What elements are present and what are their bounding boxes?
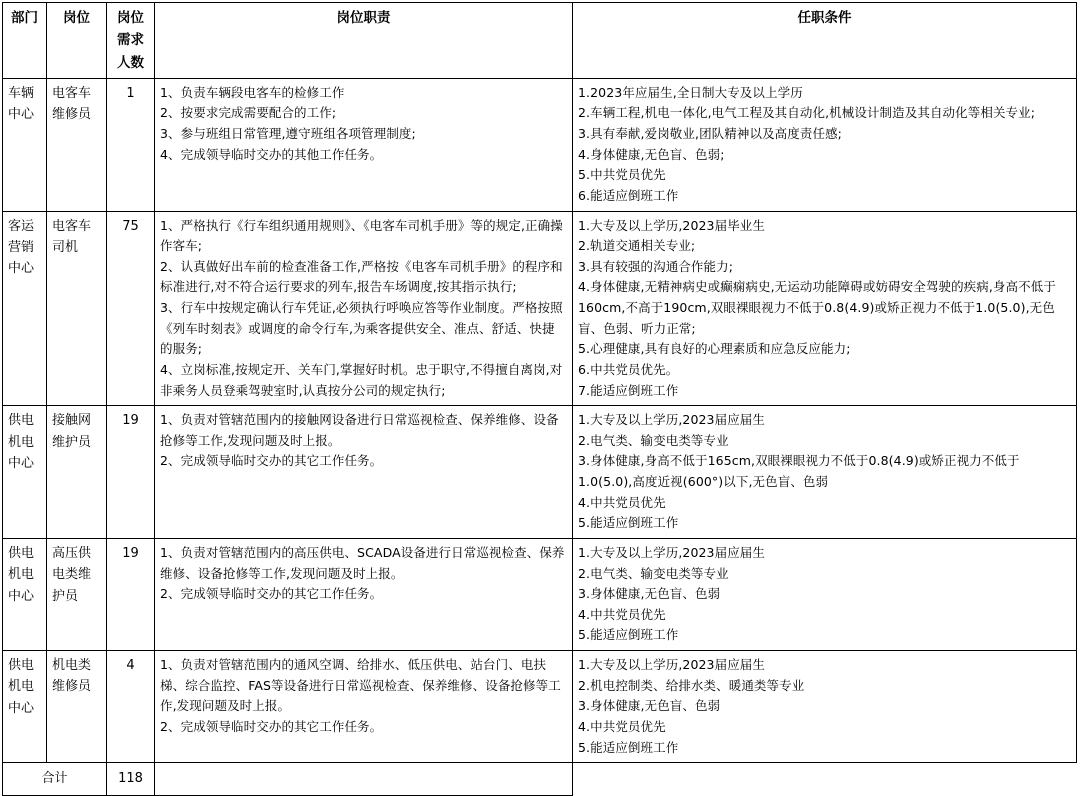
requirement-line: 3.具有较强的沟通合作能力; [578,258,734,274]
header-row [3,3,1077,79]
requirement-line: 3.身体健康,身高不低于165cm,双眼裸眼视力不低于0.8(4.9)或矫正视力不低于1.0(5.0),高度近视(600°)以下,无色盲、色弱 [578,453,1020,490]
cell-duties [155,211,573,406]
requirement-line: 5.能适应倒班工作 [578,739,679,755]
cell-requirements [573,538,1077,650]
requirement-line: 4.中共党员优先 [578,606,666,622]
requirement-line: 4.身体健康,无精神病史或癫痫病史,无运动功能障碍或妨碍安全驾驶的疾病,身高不低于160cm,不高于190cm,双眼裸眼视力不低于0.8(4.9)或矫正视力不低于1.0(5.0),无色盲、色弱、听力正常; [578,279,1056,336]
duty-line: 3、参与班组日常管理,遵守班组各项管理制度; [160,126,416,142]
cell-requirements [573,78,1077,211]
cell-requirements [573,211,1077,406]
cell-headcount: 19 [107,406,155,539]
requirement-line: 5.中共党员优先 [578,167,666,183]
total-label: 合计 [3,763,107,796]
cell-department: 车辆中心 [3,78,47,211]
cell-duties [155,78,573,211]
duty-line: 2、完成领导临时交办的其它工作任务。 [160,718,383,734]
requirement-line: 4.身体健康,无色盲、色弱; [578,146,725,162]
column-header-headcount: 岗位需求人数 [107,3,155,79]
requirement-line: 3.身体健康,无色盲、色弱 [578,698,721,714]
duty-line: 2、认真做好出车前的检查准备工作,严格按《电客车司机手册》的程序和标准进行,对不符合运行要求的列车,报告车场调度,按其指示执行; [160,258,563,295]
column-header-department: 部门 [3,3,47,79]
table-row [3,78,1077,211]
requirement-line: 4.中共党员优先 [578,718,666,734]
duty-line: 2、按要求完成需要配合的工作; [160,105,337,121]
requirement-line: 6.中共党员优先。 [578,361,679,377]
total-duties-empty [155,763,573,796]
cell-headcount: 75 [107,211,155,406]
table-body [3,78,1077,795]
cell-position: 接触网维护员 [47,406,107,539]
requirement-line: 6.能适应倒班工作 [578,187,679,203]
requirement-line: 3.具有奉献,爱岗敬业,团队精神以及高度责任感; [578,126,842,142]
cell-department: 客运营销中心 [3,211,47,406]
recruitment-table-sheet [0,2,1080,796]
cell-position: 电客车司机 [47,211,107,406]
duty-line: 4、立岗标准,按规定开、关车门,掌握好时机。忠于职守,不得擅自离岗,对非乘务人员登乘驾驶室时,认真按分公司的规定执行; [160,361,563,398]
requirement-line: 5.能适应倒班工作 [578,627,679,643]
cell-department: 供电机电中心 [3,538,47,650]
requirement-line: 5.能适应倒班工作 [578,515,679,531]
cell-duties [155,406,573,539]
requirement-line: 1.大专及以上学历,2023届应届生 [578,657,766,673]
requirement-line: 1.2023年应届生,全日制大专及以上学历 [578,84,803,100]
cell-headcount: 4 [107,651,155,763]
table-header [3,3,1077,79]
requirement-line: 7.能适应倒班工作 [578,382,679,398]
duty-line: 2、完成领导临时交办的其它工作任务。 [160,586,383,602]
table-row [3,406,1077,539]
column-header-position: 岗位 [47,3,107,79]
requirement-line: 1.大专及以上学历,2023届应届生 [578,412,766,428]
cell-duties [155,538,573,650]
duty-line: 1、负责对管辖范围内的高压供电、SCADA设备进行日常巡视检查、保养维修、设备抢修等工作,发现问题及时上报。 [160,544,565,581]
duty-line: 1、负责对管辖范围内的通风空调、给排水、低压供电、站台门、电扶梯、综合监控、FAS等设备进行日常巡视检查、保养维修、设备抢修等工作,发现问题及时上报。 [160,657,561,714]
duty-line: 1、负责车辆段电客车的检修工作 [160,84,345,100]
cell-department: 供电机电中心 [3,406,47,539]
total-row [3,763,1077,796]
cell-department: 供电机电中心 [3,651,47,763]
duty-line: 1、负责对管辖范围内的接触网设备进行日常巡视检查、保养维修、设备抢修等工作,发现问题及时上报。 [160,412,559,448]
requirement-line: 2.电气类、输变电类等专业 [578,565,729,581]
table-row [3,538,1077,650]
cell-requirements [573,406,1077,539]
requirement-line: 2.车辆工程,机电一体化,电气工程及其自动化,机械设计制造及其自动化等相关专业; [578,105,1036,121]
duty-line: 2、完成领导临时交办的其它工作任务。 [160,453,383,469]
requirement-line: 2.电气类、输变电类等专业 [578,432,729,448]
duty-line: 3、行车中按规定确认行车凭证,必须执行呼唤应答等作业制度。严格按照《列车时刻表》或调度的命令行车,为乘客提供安全、准点、舒适、快捷的服务; [160,300,563,357]
total-count: 118 [107,763,155,796]
requirement-line: 4.中共党员优先 [578,494,666,510]
requirement-line: 2.轨道交通相关专业; [578,238,696,254]
cell-duties [155,651,573,763]
cell-position: 高压供电类维护员 [47,538,107,650]
requirement-line: 3.身体健康,无色盲、色弱 [578,586,721,602]
cell-position: 机电类维修员 [47,651,107,763]
total-requirements-empty [573,763,1077,796]
table-row [3,651,1077,763]
cell-headcount: 1 [107,78,155,211]
duty-line: 1、严格执行《行车组织通用规则》、《电客车司机手册》等的规定,正确操作客车; [160,217,563,254]
requirement-line: 1.大专及以上学历,2023届应届生 [578,544,766,560]
table-row [3,211,1077,406]
requirement-line: 5.心理健康,具有良好的心理素质和应急反应能力; [578,341,851,357]
duty-line: 4、完成领导临时交办的其他工作任务。 [160,146,383,162]
requirement-line: 2.机电控制类、给排水类、暖通类等专业 [578,677,805,693]
column-header-duties: 岗位职责 [155,3,573,79]
recruitment-table [2,2,1077,796]
cell-position: 电客车维修员 [47,78,107,211]
requirement-line: 1.大专及以上学历,2023届毕业生 [578,217,766,233]
cell-requirements [573,651,1077,763]
column-header-requirements: 任职条件 [573,3,1077,79]
cell-headcount: 19 [107,538,155,650]
